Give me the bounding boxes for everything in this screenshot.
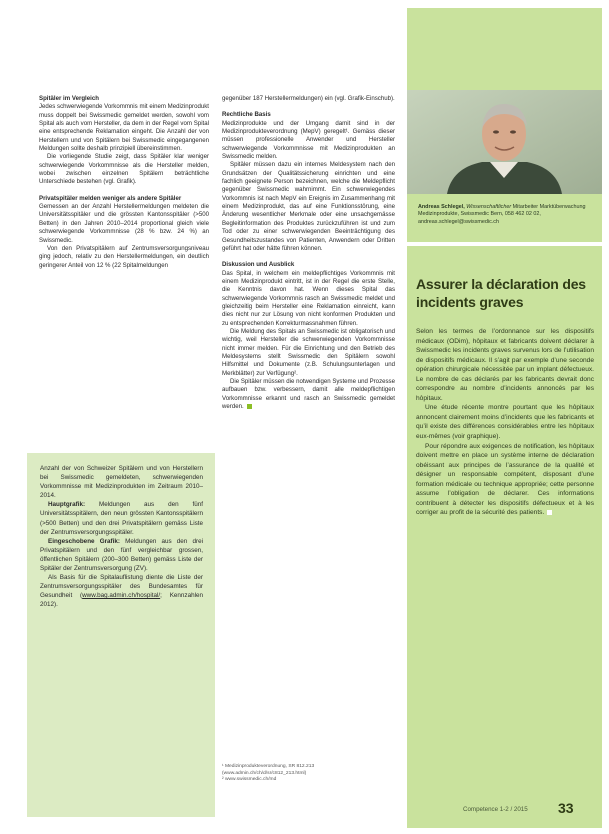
paragraph: Spitäler müssen dazu ein internes Meldesystem nach den Grundsätzen der Qualitätssicherung einrichten und eine fachlich geeignete Person bezeichnen, welche die Meldepflicht gegenüber Swissmedic wahrnimmt. Ein schwerwiegendes Vorkommnis ist nach MepV ein Ereignis im Zusammenhang mit einem Medizinprodukt, das auf eine Funktionsstörung, eine Änderung wesentlicher Merkmale oder eine unsachgemässe Begleitinformation des Produktes zurückzuführen ist und zum Tod oder zu einer schwerwiegenden Beeinträchtigung des Gesundheitszustandes von Patienten, Anwendern oder Dritten geführt hat oder hätte führen können. [222,161,395,252]
paragraph: Die vorliegende Studie zeigt, dass Spitäler klar weniger schwerwiegende Vorkommnisse als die Hersteller melden, wobei zwischen einzelnen Spitälern beträchtliche Unterschiede bestehen (vgl. Grafik). [39,153,209,186]
journal-footer: Competence 1-2 / 2015 [463,806,528,813]
end-mark-icon [247,404,252,409]
paragraph: Jedes schwerwiegende Vorkommnis mit einem Medizinprodukt muss doppelt bei Swissmedic gemeldet werden, sowohl vom Spital als auch vom Hersteller, da dem in der Regel vom Spital eine entsprechende Reklamation eingeht. Die Anzahl der von Herstellern und von Spitälern bei Swissmedic eingegangenen Meldungen sollte deshalb prinzipiell übereinstimmen. [39,103,209,153]
article-column-1 [39,95,209,270]
paragraph: Pour répondre aux exigences de notification, les hôpitaux doivent mettre en place un système interne de déclaration obéissant aux principes de l’assurance de la qualité et désigner un responsable compétent, disposant d’une formation médicale ou technique appropriée; cette personne assume l’obligation de déclarer. Ces informations contribuent à détecter les dispositifs défectueux et à les corriger au profit de la sécurité des patients. [416,442,594,517]
sidebar-body [416,327,594,518]
footnote: ² www.swissmedic.ch/md [222,777,277,783]
footnotes [222,764,397,784]
french-summary-sidebar [407,8,602,828]
bag-link[interactable]: www.bag.admin.ch/hospital/ [82,592,161,600]
paragraph: Von den Privatspitälern auf Zentrumsversorgungsniveau ging jedoch, relativ zu den Herstellermeldungen, ein deutlich geringerer Anteil von 12 % (22 Spitalmeldungen [39,244,209,269]
paragraph: gegenüber 187 Herstellermeldungen) ein (vgl. Grafik-Einschub). [222,95,395,102]
paragraph: Selon les termes de l’ordonnance sur les dispositifs médicaux (ODim), hôpitaux et fabricants doivent déclarer à Swissmedic les incidents graves survenus lors de l’utilisation de dispositifs médicaux. Il s’agit par exemple d’une seconde opération chirurgicale nécessitée par un implant défectueux. Le nombre de cas déclarés par les fabricants devrait donc correspondre au nombre d’incidents annoncés par les hôpitaux. [416,328,594,402]
box-paragraph: Eingeschobene Grafik: Meldungen aus den drei Privatspitälern und den fünf vergleichbar grossen, öffentlichen Spitälern (200–300 Betten) gemäss Liste der Spitäler der Zentrumsversorgung (ZV). [40,537,203,573]
section-heading: Rechtliche Basis [222,111,271,119]
footnote: ¹ Medizinprodukteverordnung, SR 812.213 (www.admin.ch/ch/d/sr/c812_213.html) [222,764,315,776]
page-number: 33 [558,800,574,816]
sidebar-title: Assurer la déclaration des incidents graves [416,276,586,310]
paragraph: Die Spitäler müssen die notwendigen Systeme und Prozesse aufbauen bzw. verbessern, damit alle meldepflichtigen Vorkommnisse erkannt und rasch an Swissmedic gemeldet werden. [222,378,395,411]
section-heading: Spitäler im Vergleich [39,95,99,102]
box-paragraph: Hauptgrafik: Meldungen aus den fünf Universitätsspitälern, den neun grössten Kantonsspitälern (>500 Betten) und den drei Privatspitälern gemäss Liste der Zentrumsversorgungsspitäler. [40,501,203,536]
paragraph: Die Meldung des Spitals an Swissmedic ist obligatorisch und wichtig, weil Hersteller die schwerwiegenden Vorkommnisse nicht immer melden. Für die Einrichtung und den Betrieb des Meldesystems stellt Swissmedic den Spitälern sowohl Hilfsmittel und Dokumente (z.B. Schulungsunterlagen und Merkblätter) zur Verfügung². [222,327,395,377]
paragraph: Medizinprodukte und der Umgang damit sind in der Medizinprodukteverordnung (MepV) geregelt¹. Gemäss dieser müssen professionelle Anwender und Hersteller schwerwiegende Vorkommnisse mit Medizinprodukten an Swissmedic melden. [222,119,395,161]
section-heading: Privatspitäler melden weniger als andere Spitäler [39,194,182,202]
divider [407,242,602,246]
author-photo [407,90,602,194]
article-column-2 [222,95,395,411]
photo-caption: Andreas Schlegel, Wissenschaftlicher Mitarbeiter Marktüberwachung Medizinprodukte, Swissmedic Bern, 058 462 02 02, andreas.schlegel@swissmedic.ch [418,204,586,225]
chart-info-box [27,453,215,817]
paragraph: Une étude récente montre pourtant que les hôpitaux annoncent clairement moins d’incidents que les fabricants et qu’il existe des différences considérables entre les hôpitaux eux-mêmes (voir graphique). [416,404,594,441]
paragraph: Das Spital, in welchem ein meldepflichtiges Vorkommnis mit einem Medizinprodukt eintritt, ist in der Regel die erste Stelle, die Kenntnis davon hat. Wenn dieses Spital das schwerwiegende Vorkommnis rasch an Swissmedic meldet und gleichzeitig beim Hersteller eine Reklamation einreicht, kann dies nicht nur zur Lösung von nicht konformen Produkten und zu entsprechenden Korrekturmassnahmen führen. [222,269,395,327]
portrait-image [407,90,602,194]
end-mark-icon [547,510,552,515]
paragraph: Gemessen an der Anzahl Herstellermeldungen meldeten die Universitätsspitäler und die grössten Kantonsspitäler (>500 Betten) in den Jahren 2010–2014 proportional gleich viele schwerwiegende Vorkommnisse (28 % bzw. 24 %) an Swissmedic. [39,203,209,244]
box-paragraph: Anzahl der von Schweizer Spitälern und von Herstellern bei Swissmedic gemeldeten, schwerwiegenden Vorkommnisse mit Medizinprodukten im Zeitraum 2010–2014. [40,465,203,500]
section-heading: Diskussion und Ausblick [222,261,295,269]
box-paragraph: Als Basis für die Spitalauflistung diente die Liste der Zentrumsversorgungsspitäler des Bundesamtes für Gesundheit (www.bag.admin.ch/hospital/; Kennzahlen 2012). [40,574,203,609]
